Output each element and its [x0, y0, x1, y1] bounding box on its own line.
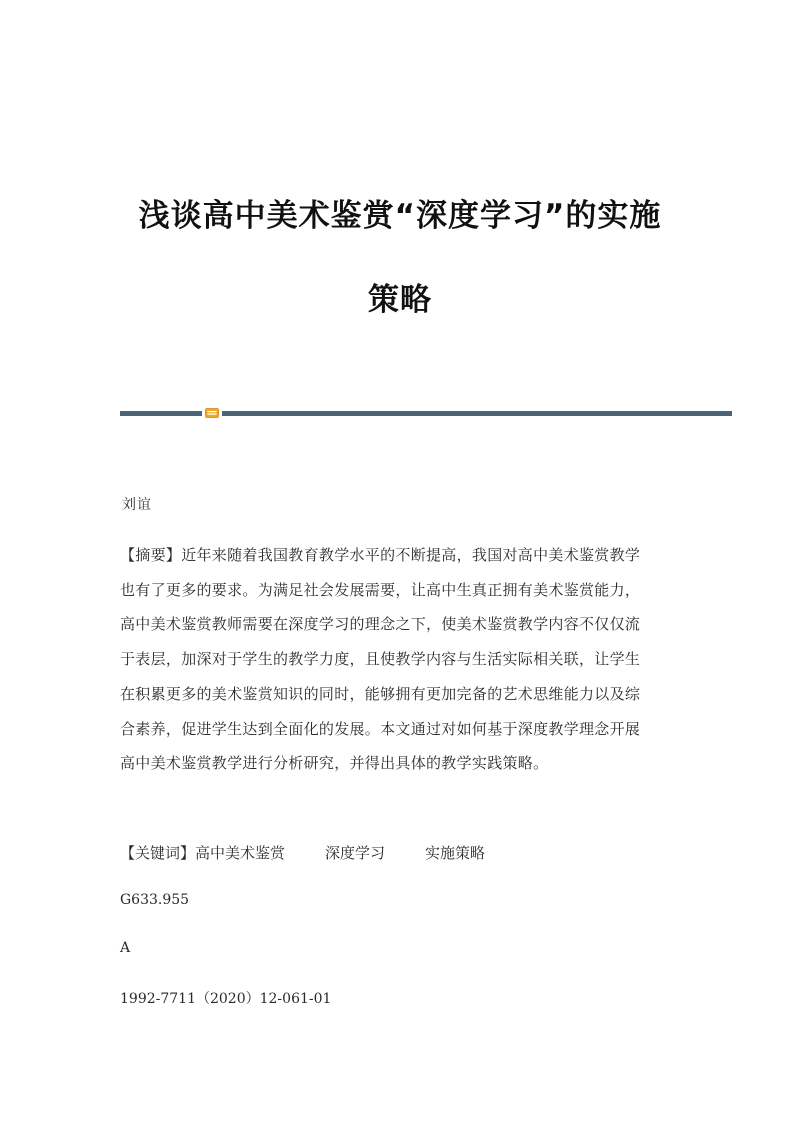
document-icon [205, 408, 219, 418]
abstract-line: 于表层，加深对于学生的教学力度，且使教学内容与生活实际相关联，让学生 [120, 650, 641, 669]
keyword-item: 实施策略 [425, 844, 486, 862]
title-divider [120, 408, 732, 418]
keyword-item: 深度学习 [325, 844, 386, 862]
divider-bar-left [120, 411, 202, 416]
abstract-line: 高中美术鉴赏教学进行分析研究，并得出具体的教学实践策略。 [120, 754, 549, 773]
classification-code: G633.955 [120, 892, 190, 908]
document-code: A [120, 940, 131, 956]
abstract-line: 在积累更多的美术鉴赏知识的同时，能够拥有更加完备的艺术思维能力以及综 [120, 684, 641, 703]
abstract-block [120, 538, 680, 781]
abstract-line: 高中美术鉴赏教师需要在深度学习的理念之下，使美术鉴赏教学内容不仅仅流 [120, 615, 641, 634]
divider-bar-right [222, 411, 732, 416]
paper-title-line-1: 浅谈高中美术鉴赏“深度学习”的实施 [138, 198, 662, 234]
keywords-row [120, 842, 525, 863]
article-number: 1992-7711（2020）12-061-01 [120, 991, 332, 1007]
keyword-item: 高中美术鉴赏 [195, 844, 286, 862]
keywords-label: 【关键词】 [120, 844, 196, 862]
abstract-line: 也有了更多的要求。为满足社会发展需要，让高中生真正拥有美术鉴赏能力， [120, 580, 641, 599]
author-name: 刘谊 [122, 497, 152, 513]
abstract-line: 合素养，促进学生达到全面化的发展。本文通过对如何基于深度教学理念开展 [120, 719, 641, 738]
paper-title-line-2: 策略 [368, 282, 432, 318]
abstract-line: 【摘要】近年来随着我国教育教学水平的不断提高，我国对高中美术鉴赏教学 [120, 546, 641, 564]
